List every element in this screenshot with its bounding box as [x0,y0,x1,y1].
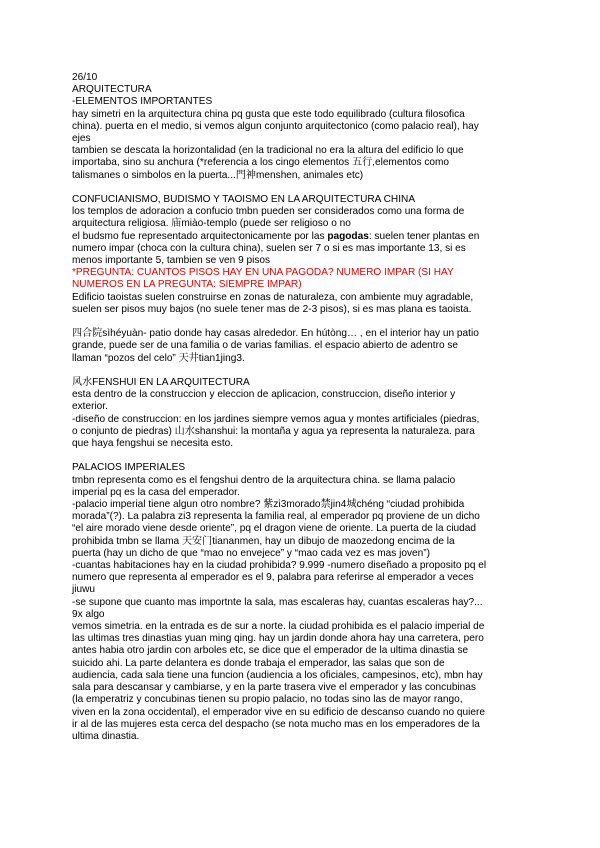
text-line: china). puerta en el medio, si vemos algun conjunto arquitectonico (como palacio real), hay [72,120,479,132]
text-line: menos importante 5, tambien se ven 9 pisos [72,255,271,267]
text-line: vemos simetria. en la entrada es de sur a norte. la ciudad prohibida es el palacio imperial de [72,621,485,633]
paragraph-gap [72,450,530,462]
text-line: importaba, sino su anchura (*referencia a los cingo elementos 五行,elementos como [72,157,450,169]
text-line: prohibida tmbn se llama 天安门tiananmen, hay un dibujo de maozedong encima de la [72,535,455,547]
text-line: imperial pq es la casa del emperador. [72,486,240,498]
text-line: ultima dinastia. [72,730,140,742]
text-line: 四合院sìhéyuàn- patio donde hay casas alrededor. En hútòng… , en el interior hay un patio [72,328,479,340]
text-line: viven en la zona occidental), el emperador vive en su edificio de descanso cuando no quiere [72,706,485,718]
section-heading: -ELEMENTOS IMPORTANTES [72,96,213,108]
text-line: sala para descansar y cambiarse, y en la parte trasera vive el emperador y las concubinas [72,682,476,694]
text-line: que haya fengshui se necesita esto. [72,438,234,450]
text-line: -palacio imperial tiene algun otro nombre? 紫zi3morado禁jin4城chéng “ciudad prohibida [72,499,465,511]
text-line: los templos de adoracion a confucio tmbn pueden ser considerados como una forma de [72,206,465,218]
text-line: hay simetri en la arquitectura china pq gusta que este todo equilibrado (cultura filosofica [72,108,465,120]
text-line: puerta (hay un dicho de que “mao no envejece” y “mao cada vez es mas joven”) [72,547,430,559]
text-line: morada”(?). La palabra zi3 representa la familia real, al emperador pq proviene de un dicho [72,511,480,523]
text-line: ir al de las mujeres esta cerca del despacho (se nota mucho mas en los emperadores de la [72,718,480,730]
bold-term-pagodas: pagodas [327,230,369,242]
paragraph-gap [72,316,530,328]
text-line: -cuantas habitaciones hay en la ciudad prohibida? 9.999 -numero diseñado a proposito pq el [72,560,487,572]
paragraph-gap [72,365,530,377]
section-heading: PALACIOS IMPERIALES [72,462,186,474]
section-heading: 风水FENSHUI EN LA ARQUITECTURA [72,377,250,389]
text-line: suicido ahi. La parte delantera es donde trabaja el emperador, las salas que son de [72,657,445,669]
text-fragment: el budsmo fue representado arquitectonicamente por las [72,230,328,242]
highlight-question: *PREGUNTA: CUANTOS PISOS HAY EN UNA PAGODA? NUMERO IMPAR (SI HAY [72,267,454,279]
highlight-question: NUMEROS EN LA PREGUNTA: SIEMPRE IMPAR) [72,279,302,291]
text-line: esta dentro de la construccion y eleccion de aplicacion, construccion, diseño interior y [72,389,456,401]
text-line: exterior. [72,401,108,413]
date: 26/10 [72,72,98,83]
text-line: tambien se descata la horizontalidad (en la tradicional no era la altura del edificio lo que [72,145,464,157]
text-line: llaman “pozos del celo” 天井tian1jing3. [72,352,245,364]
text-line: grande, puede ser de una familia o de varias familias. el espacio abierto de adentro se [72,340,459,352]
text-line: “el aire morado viene desde oriente”, pq el dragon viene de oriente. La puerta de la ciudad [72,523,477,535]
text-fragment: : suelen tener plantas en [368,230,480,242]
text-line: audiencia, cada sala tiene una funcion (audiencia a los oficiales, campesinos, etc), mbn hay [72,669,483,681]
text-line: numero impar (choca con la cultura china), suelen ser 7 o si es mas importante 13, si es [72,242,466,254]
text-line: suelen ser pisos muy bajos (no suele tener mas de 2-3 pisos), si es mas plana es taoista. [72,303,472,315]
text-line: -diseño de construccion: en los jardines siempre vemos agua y montes artificiales (piedras, [72,413,480,425]
text-line: o conjunto de piedras) 山水shanshui: la montaña y agua ya representa la naturaleza. para [72,425,475,437]
text-line-pagodas [72,231,530,243]
text-line: ejes [72,133,91,145]
text-line: jiuwu [72,584,96,596]
text-line: (la emperatriz y concubinas tienen su propio palacio, no todas sino las de mayor rango, [72,694,463,706]
text-line: antes habia otro jardin con arboles etc, se dice que el emperador de la ultima dinastia se [72,645,469,657]
text-line: talismanes o simbolos en la puerta...門神menshen, animales etc) [72,169,364,181]
text-line: 9x algo [72,608,105,620]
text-line: -se supone que cuanto mas importnte la sala, mas escaleras hay, cuantas escaleras hay?... [72,596,483,608]
text-line: numero que representa al emperador es el 9, palabra para referirse al emperador a veces [72,572,474,584]
paragraph-gap [72,182,530,194]
text-line: las ultimas tres dinastias yuan ming qing. hay un jardin donde ahora hay una carretera, pero [72,633,484,645]
text-line: tmbn representa como es el fengshui dentro de la arquitectura china. se llama palacio [72,474,456,486]
document-title: ARQUITECTURA [72,84,152,96]
text-line: arquitectura religiosa. 庙miào-templo (puede ser religioso o no [72,218,351,230]
section-heading: CONFUCIANISMO, BUDISMO Y TAOISMO EN LA ARQUITECTURA CHINA [72,194,416,206]
text-line: Edificio taoistas suelen construirse en zonas de naturaleza, con ambiente muy agradable, [72,291,474,303]
